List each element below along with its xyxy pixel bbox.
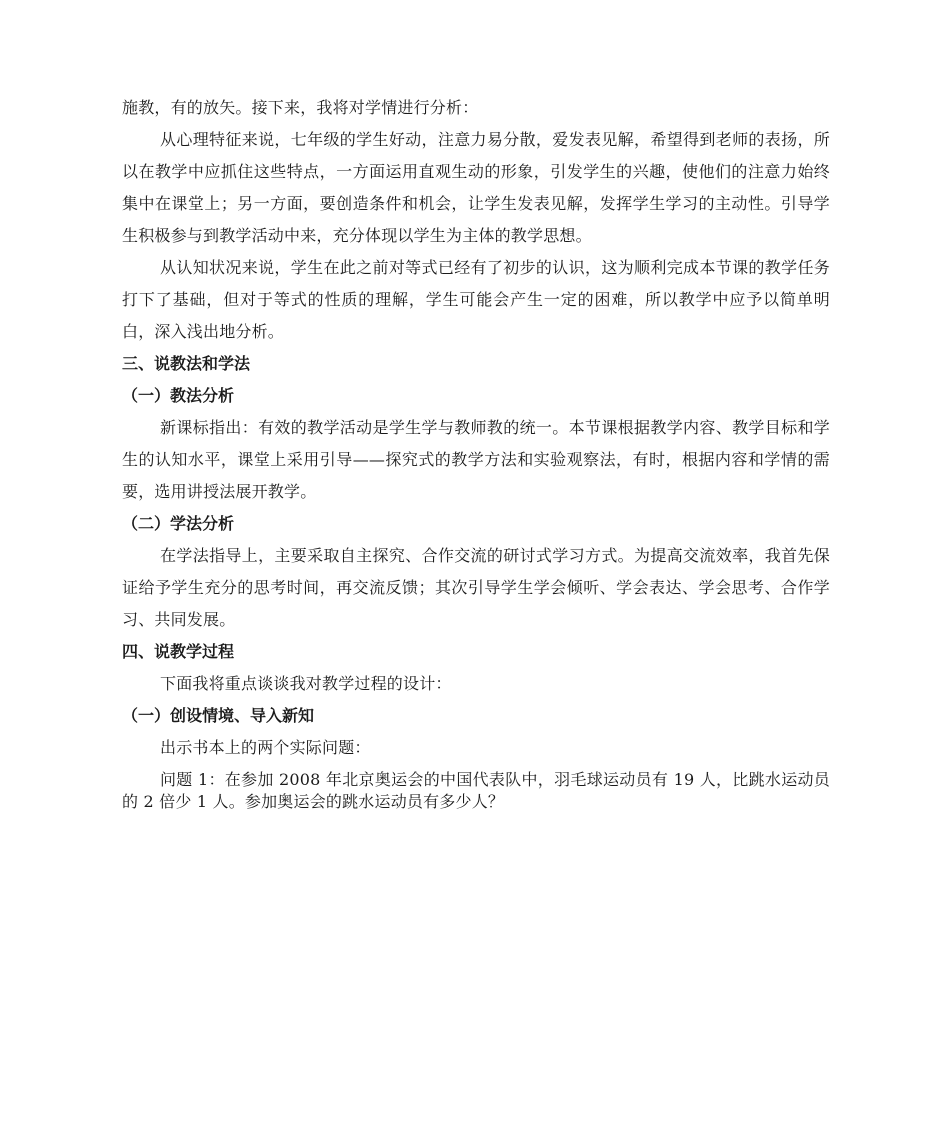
paragraph-teaching-method: 新课标指出：有效的教学活动是学生学与教师教的统一。本节课根据教学内容、教学目标和学生的认知水平，课堂上采用引导——探究式的教学方法和实验观察法，有时，根据内容和学情的需要，选用讲授法展开教学。: [122, 418, 830, 501]
paragraph-show-problems: 出示书本上的两个实际问题：: [160, 738, 371, 757]
paragraph-process-intro: 下面我将重点谈谈我对教学过程的设计：: [160, 674, 452, 693]
heading-methods: 三、说教法和学法: [122, 354, 251, 373]
heading-create-situation: （一）创设情境、导入新知: [122, 706, 315, 725]
heading-process: 四、说教学过程: [122, 642, 235, 661]
heading-learning-method: （二）学法分析: [122, 514, 235, 533]
paragraph-psychology: 从心理特征来说，七年级的学生好动，注意力易分散，爱发表见解，希望得到老师的表扬，所以在教学中应抓住这些特点，一方面运用直观生动的形象，引发学生的兴趣，使他们的注意力始终集中在课堂上；另一方面，要创造条件和机会，让学生发表见解，发挥学生学习的主动性。引导学生积极参与到教学活动中来，充分体现以学生为主体的教学思想。: [122, 130, 830, 245]
paragraph-intro-tail: 施教，有的放矢。接下来，我将对学情进行分析：: [122, 98, 479, 117]
document-body: [122, 92, 830, 813]
paragraph-learning-method: 在学法指导上，主要采取自主探究、合作交流的研讨式学习方式。为提高交流效率，我首先保证给予学生充分的思考时间，再交流反馈；其次引导学生学会倾听、学会表达、学会思考、合作学习、共同发展。: [122, 546, 830, 629]
heading-teaching-method: （一）教法分析: [122, 386, 235, 405]
paragraph-cognition: 从认知状况来说，学生在此之前对等式已经有了初步的认识，这为顺利完成本节课的教学任务打下了基础，但对于等式的性质的理解，学生可能会产生一定的困难，所以教学中应予以简单明白，深入浅出地分析。: [122, 258, 830, 341]
paragraph-problem-1: 问题 1：在参加 2008 年北京奥运会的中国代表队中，羽毛球运动员有 19 人，比跳水运动员的 2 倍少 1 人。参加奥运会的跳水运动员有多少人？: [122, 770, 830, 811]
